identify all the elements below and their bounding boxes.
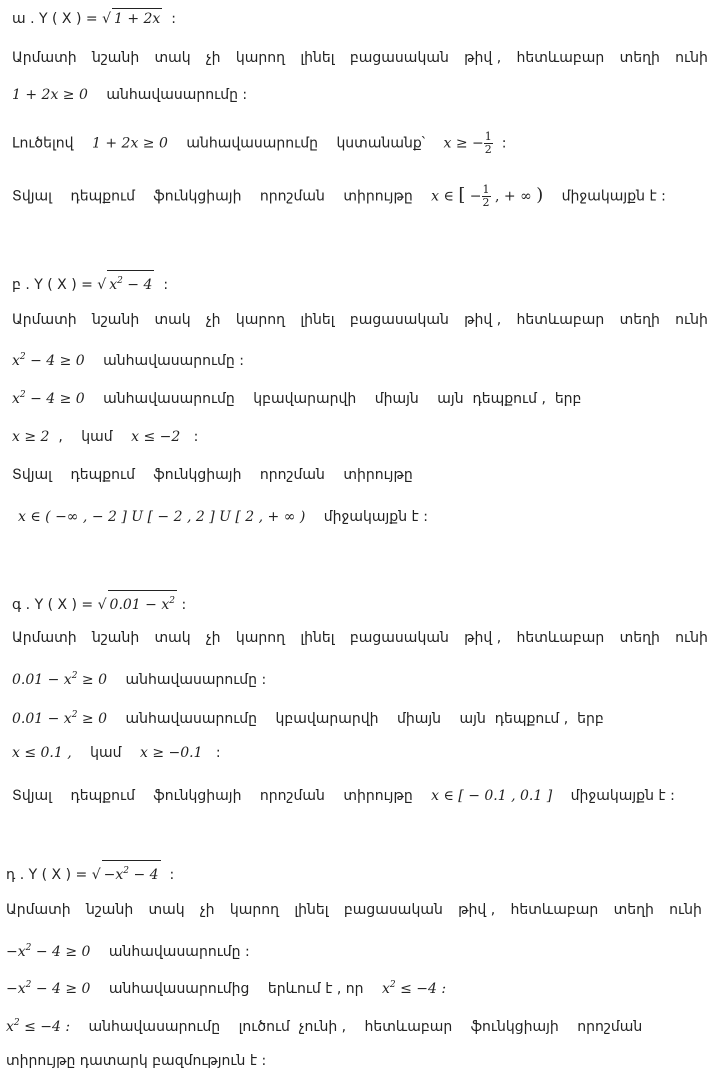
section-c-label: գ . [12, 597, 31, 613]
section-d-header: դ . Y ( X ) = √ $-x^2 - 4$ : [6, 860, 174, 885]
section-a-header: ա . Y ( X ) = √ 1 + 2x : [12, 8, 176, 29]
section-c-line4: $0.01 - x^2 \ge 0$ անհավասարումը կբավարարվի միայն այն դեպքում , երբ [12, 710, 604, 727]
section-b-domain-line: Տվյալ դեպքում ֆունկցիայի որոշման տիրույթը [12, 467, 413, 483]
section-b-label: բ . [12, 277, 30, 293]
section-d-line5: $x^2 \le -4$ : անհավասարումը լուծում չունի , հետևաբար ֆունկցիայի որոշման [6, 1018, 643, 1035]
section-d-line6: տիրույթը դատարկ բազմություն է : [6, 1053, 267, 1069]
section-c-func-root: $0.01 - x^2$ [108, 590, 177, 615]
section-d-func-root: $-x^2 - 4$ [102, 860, 161, 885]
section-a-solve-line: Լուծելով 1 + 2x ≥ 0 անհավասարումը կստանանք՝ x ≥ − $\frac{1}{2}$ : [12, 130, 507, 156]
section-a-ineq: 1 + 2x ≥ 0 [12, 87, 88, 103]
section-c-domain-line: Տվյալ դեպքում ֆունկցիայի որոշման տիրույթը x ∈ [ − 0.1 , 0.1 ] միջակայքն է : [12, 788, 675, 804]
section-a-domain-line: Տվյալ դեպքում ֆունկցիայի որոշման տիրույթը x ∈ [ − $\frac{1}{2}$ , + ∞ ) միջակայքն է : [12, 183, 666, 209]
section-c-ineq-line: $0.01 - x^2 \ge 0$ անհավասարումը : [12, 671, 267, 688]
section-b-domain-set: x ∈ ( −∞ , − 2 ] U [ − 2 , 2 ] U [ 2 , + ∞ ) միջակայքն է : [18, 509, 428, 525]
section-a-label: ա . [12, 11, 35, 27]
section-b-conditions: x ≥ 2 , կամ x ≤ −2 : [12, 429, 199, 445]
section-d-line1: Արմատի նշանի տակ չի կարող լինել բացասական թիվ , հետևաբար տեղի ունի [6, 902, 702, 918]
section-c-conditions: x ≤ 0.1 , կամ x ≥ −0.1 : [12, 745, 221, 761]
section-a-line1: Արմատի նշանի տակ չի կարող լինել բացասական թիվ , հետևաբար տեղի ունի [12, 50, 708, 66]
section-b-line1: Արմատի նշանի տակ չի կարող լինել բացասական թիվ , հետևաբար տեղի ունի [12, 312, 708, 328]
fraction-one-half: $\frac{1}{2}$ [484, 130, 492, 156]
section-b-func-root: $x^2 - 4$ [107, 270, 154, 295]
section-b-header: բ . Y ( X ) = √ $x^2 - 4$ : [12, 270, 168, 295]
section-d-line4: $-x^2 - 4 \ge 0$ անհավասարումից երևում է , որ $x^2 \le -4$ : [6, 980, 447, 997]
section-b-ineq-line: $x^2 - 4 \ge 0$ անհավասարումը : [12, 352, 244, 369]
section-c-line1: Արմատի նշանի տակ չի կարող լինել բացասական թիվ , հետևաբար տեղի ունի [12, 630, 708, 646]
section-b-line4: $x^2 - 4 \ge 0$ անհավասարումը կբավարարվի միայն այն դեպքում , երբ [12, 390, 582, 407]
section-a-func-root: 1 + 2x [112, 8, 162, 29]
section-a-ineq-line: 1 + 2x ≥ 0 անհավասարումը : [12, 87, 248, 103]
section-a-func-lhs: Y ( X ) = [39, 11, 98, 27]
section-c-header: գ . Y ( X ) = √ $0.01 - x^2$ : [12, 590, 186, 615]
section-d-label: դ . [6, 867, 25, 883]
section-d-ineq-line: $-x^2 - 4 \ge 0$ անհավասարումը : [6, 943, 250, 960]
